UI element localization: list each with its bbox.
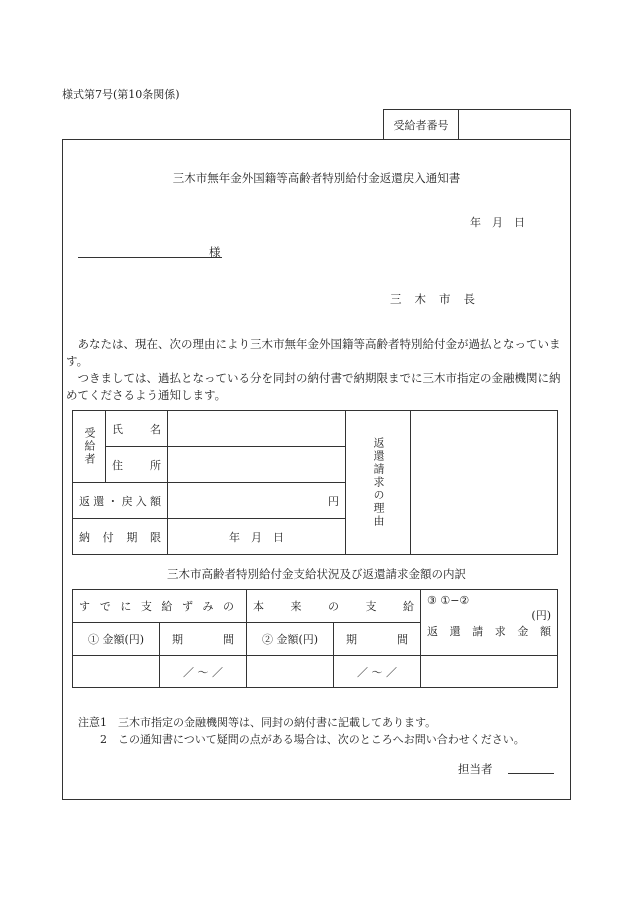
- body-paragraph-1: あなたは、現在、次の理由により三木市無年金外国籍等高齢者特別給付金が過払となっています。: [66, 337, 561, 368]
- already-paid-header: すでに支給ずみの: [73, 590, 247, 623]
- note-2: 2 この通知書について疑問の点がある場合は、次のところへお問い合わせください。: [100, 733, 525, 746]
- body-paragraph-2: つきましては、過払となっている分を同封の納付書で納期限までに三木市指定の金融機関に納めてくださるよう通知します。: [66, 371, 561, 402]
- address-value: [168, 447, 346, 483]
- amount-label: 返還・戻入額: [73, 483, 168, 519]
- breakdown-title: 三木市高齢者特別給付金支給状況及び返還請求金額の内訳: [167, 567, 466, 581]
- addressee-suffix: 様: [209, 245, 221, 259]
- recipient-group-label: 受給者: [73, 411, 106, 483]
- notice-body: [66, 336, 569, 404]
- recipient-table: [72, 410, 558, 555]
- document-title: 三木市無年金外国籍等高齢者特別給付金返還戻入通知書: [172, 171, 461, 185]
- paid-amount-value: [73, 656, 160, 688]
- breakdown-table: [72, 589, 558, 688]
- reason-label: 返還請求の理由: [346, 411, 411, 555]
- amount-unit: 円: [168, 483, 346, 519]
- recipient-number-label: 受給者番号: [384, 110, 459, 139]
- addressee-line: [78, 257, 222, 258]
- contact-label: 担当者: [458, 762, 493, 776]
- should-pay-header: 本来の支給: [247, 590, 421, 623]
- refund-label: 返還請求金額: [427, 625, 551, 638]
- name-value: [168, 411, 346, 447]
- issuer: 三木市長: [390, 292, 488, 306]
- issue-date: 年 月 日: [470, 216, 525, 229]
- due-period-value: ／ 〜 ／: [334, 656, 421, 688]
- paid-amount-label: ① 金額(円): [73, 623, 160, 656]
- paid-period-label: 期間: [160, 623, 247, 656]
- form-number: 様式第7号(第10条関係): [62, 88, 180, 101]
- address-label: 住所: [106, 447, 168, 483]
- refund-amount-value: [421, 656, 558, 688]
- recipient-number-box: [383, 109, 571, 139]
- due-amount-label: ② 金額(円): [247, 623, 334, 656]
- refund-formula: ③ ①−②: [427, 594, 470, 607]
- recipient-number-value: [459, 110, 570, 139]
- deadline-label: 納付期限: [73, 519, 168, 555]
- paid-period-value: ／ 〜 ／: [160, 656, 247, 688]
- note-1: 注意1 三木市指定の金融機関等は、同封の納付書に記載してあります。: [78, 716, 437, 729]
- refund-amount-header: [421, 590, 558, 656]
- due-period-label: 期間: [334, 623, 421, 656]
- refund-unit: (円): [531, 609, 551, 622]
- notes: [78, 714, 525, 748]
- reason-value: [411, 411, 558, 555]
- name-label: 氏名: [106, 411, 168, 447]
- due-amount-value: [247, 656, 334, 688]
- contact-line: [508, 773, 554, 774]
- deadline-value: 年 月 日: [168, 519, 346, 555]
